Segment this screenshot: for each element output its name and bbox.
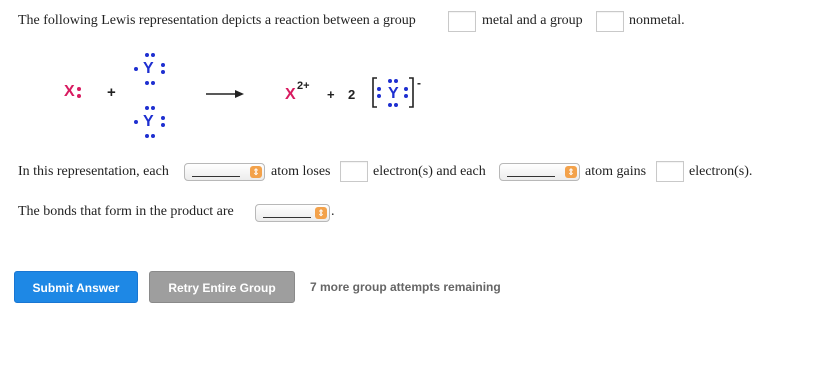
sentence2-period: . — [331, 204, 335, 219]
chevron-updown-icon: ⇕ — [565, 166, 577, 178]
reactant-x-electrons — [76, 86, 82, 100]
question-text-3: nonmetal. — [629, 13, 685, 28]
product-cation-symbol: X — [285, 86, 296, 103]
metal-group-input[interactable] — [448, 11, 476, 32]
electrons-lost-input[interactable] — [340, 161, 368, 182]
plus-sign-1: + — [107, 84, 116, 101]
reactant-y-electrons-top — [132, 52, 168, 86]
cation-charge: 2+ — [297, 80, 310, 92]
reaction-arrow — [205, 88, 245, 100]
sentence1-text-4: atom gains — [585, 164, 647, 179]
reactant-y-symbol-bottom: Y — [143, 113, 154, 130]
question-text-2: metal and a group — [482, 13, 583, 28]
sentence1-text-1: In this representation, each — [18, 164, 169, 179]
sentence1-text-2: atom loses — [271, 164, 331, 179]
reactant-x-symbol: X — [64, 83, 75, 100]
anion-charge: - — [417, 76, 421, 90]
electrons-gained-input[interactable] — [656, 161, 684, 182]
sentence1-text-5: electron(s). — [689, 164, 753, 179]
retry-entire-group-button[interactable]: Retry Entire Group — [149, 271, 295, 303]
attempts-remaining-text: 7 more group attempts remaining — [310, 280, 501, 294]
sentence1-text-3: electron(s) and each — [373, 164, 486, 179]
reactant-y-symbol-top: Y — [143, 60, 154, 77]
product-anion-symbol: Y — [388, 85, 399, 102]
losing-atom-select[interactable] — [184, 163, 265, 181]
sentence2-text-1: The bonds that form in the product are — [18, 204, 234, 219]
nonmetal-group-input[interactable] — [596, 11, 624, 32]
gaining-atom-select[interactable] — [499, 163, 580, 181]
anion-coefficient: 2 — [348, 87, 356, 102]
chevron-updown-icon: ⇕ — [315, 207, 327, 219]
bond-type-select[interactable] — [255, 204, 330, 222]
submit-answer-button[interactable]: Submit Answer — [14, 271, 138, 303]
chevron-updown-icon: ⇕ — [250, 166, 262, 178]
plus-sign-2: + — [327, 87, 335, 102]
reactant-y-electrons-bottom — [132, 105, 168, 139]
question-text-1: The following Lewis representation depicts a reaction between a group — [18, 13, 416, 28]
